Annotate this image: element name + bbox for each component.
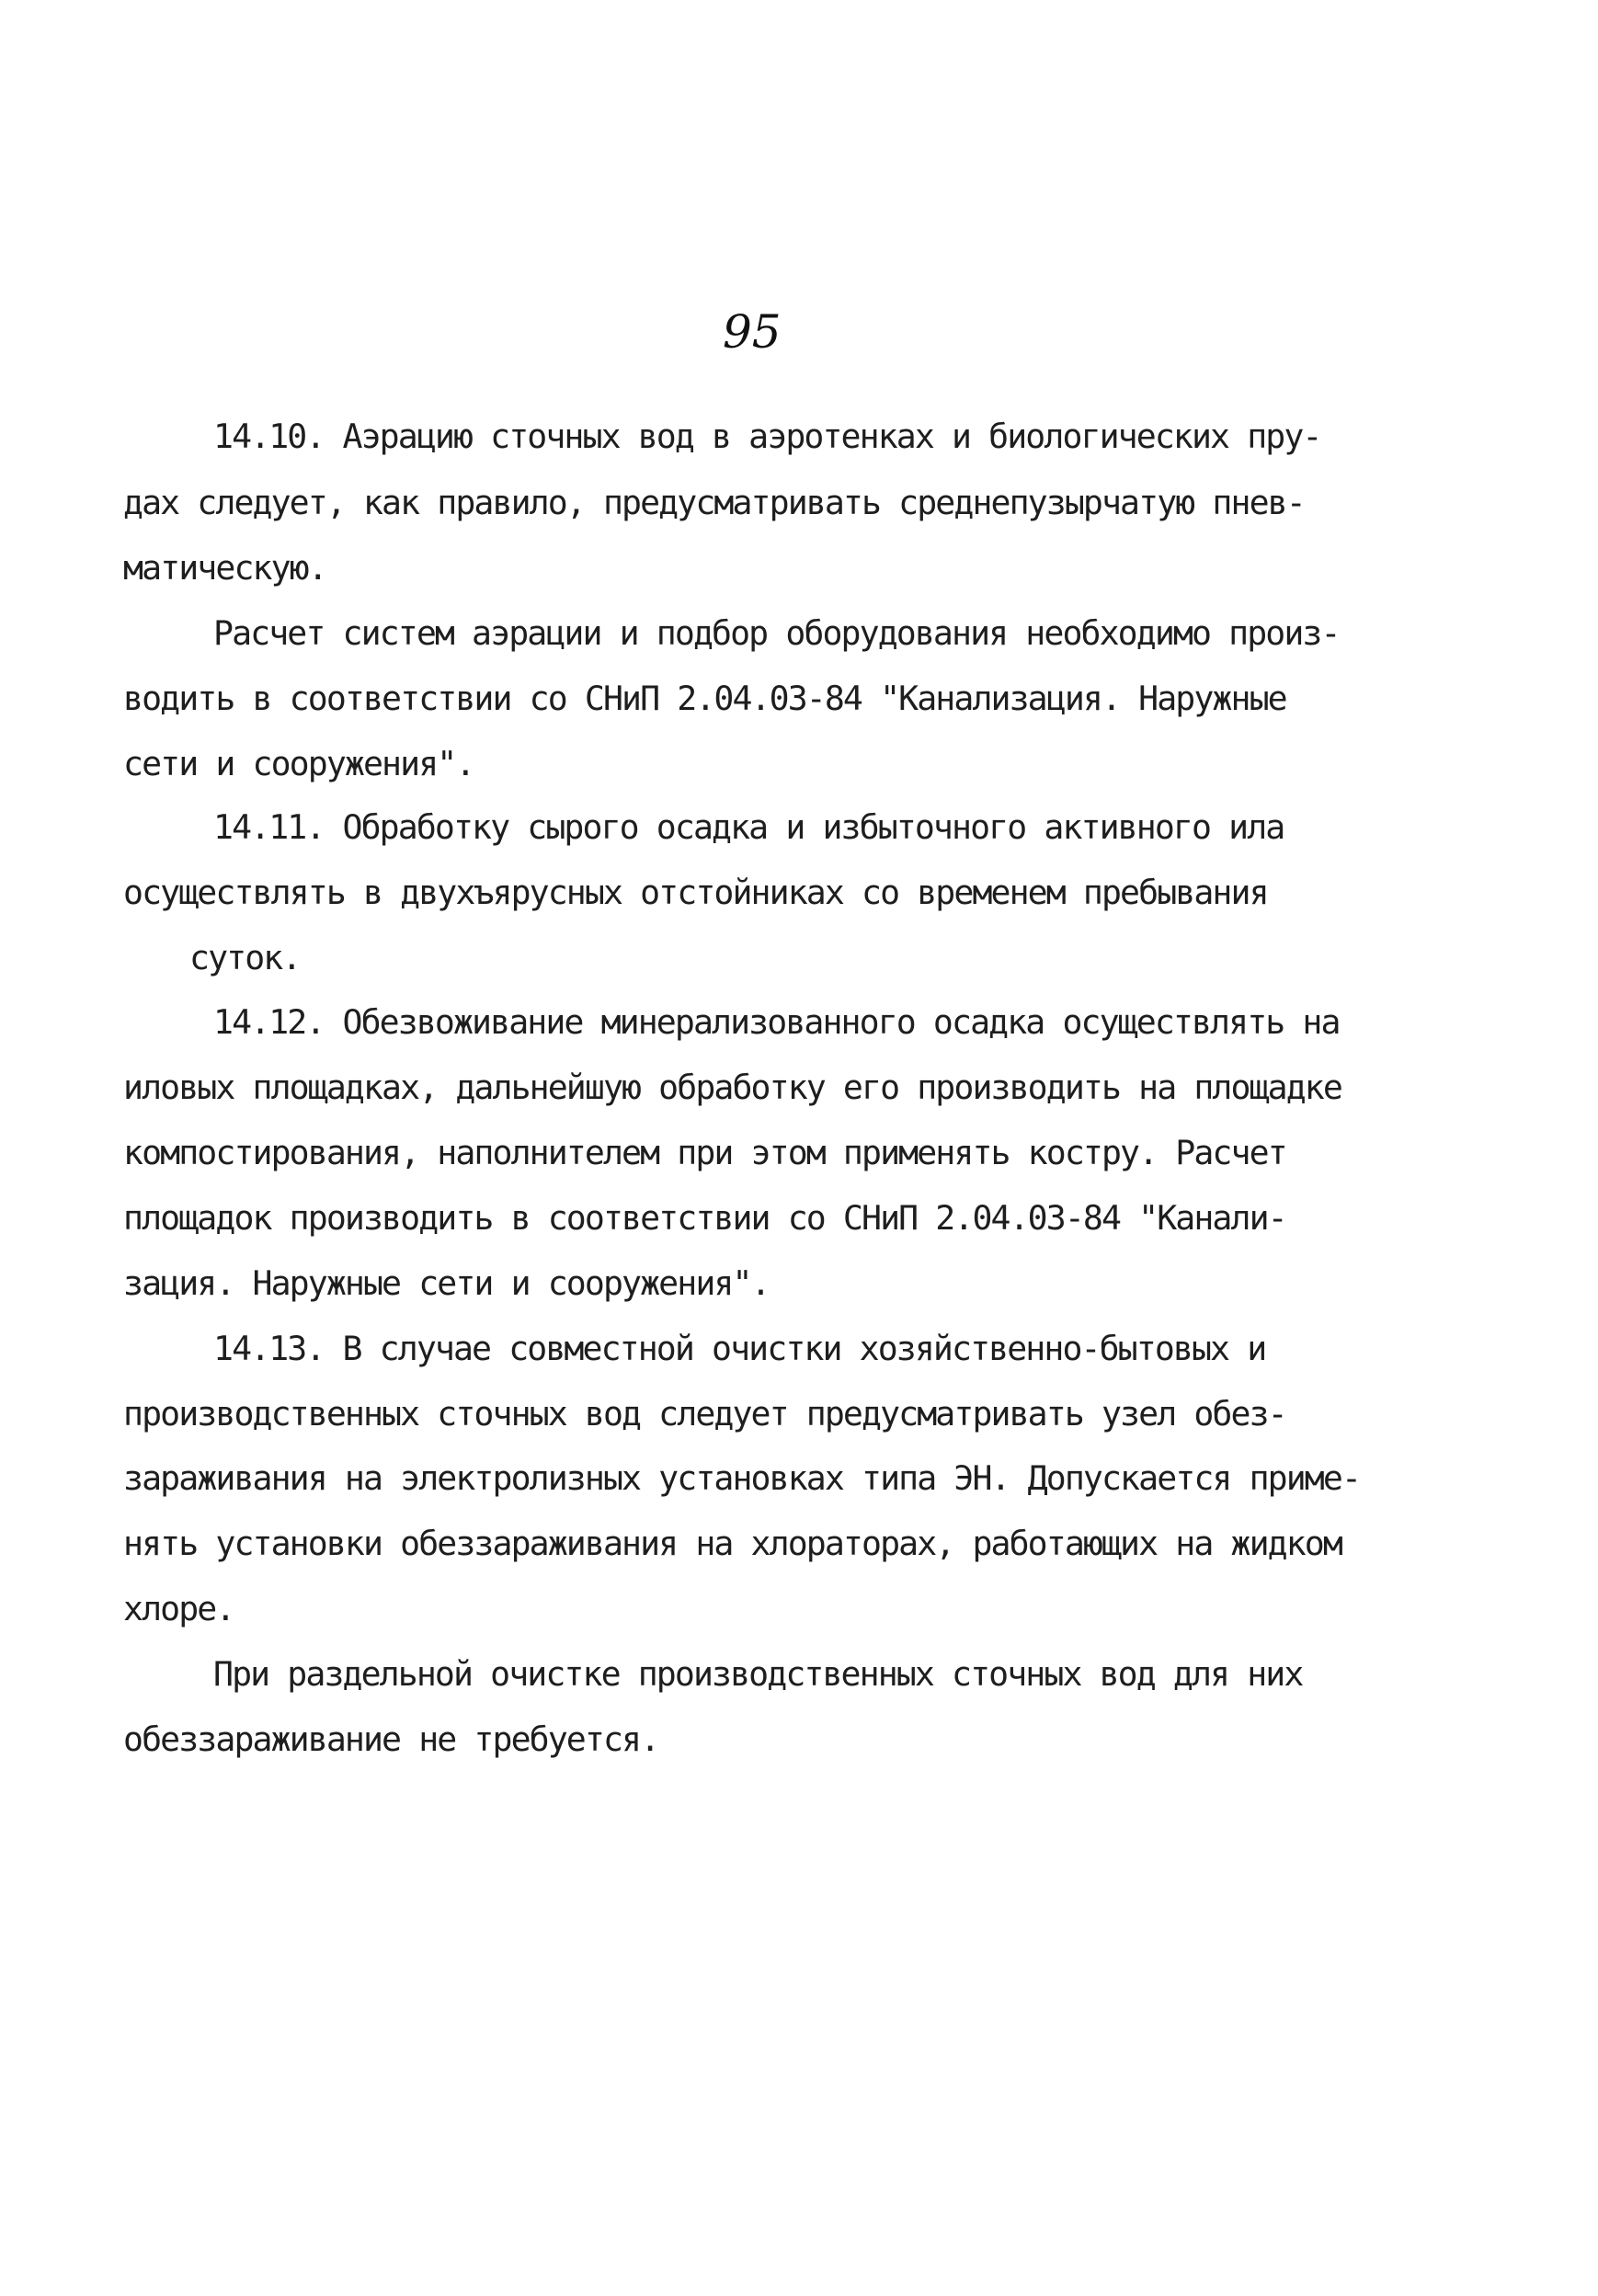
- page-number: 95: [723, 305, 782, 359]
- text-line: водить в соответствии со СНиП 2.04.03-84 "Канализация. Наружные: [123, 679, 1286, 718]
- text-line: сети и сооружения".: [123, 744, 474, 783]
- text-line: Расчет систем аэрации и подбор оборудования необходимо произ-: [213, 613, 1340, 653]
- text-line: площадок производить в соответствии со СНиП 2.04.03-84 "Канали-: [123, 1198, 1286, 1238]
- text-line: 14.10. Аэрацию сточных вод в аэротенках и биологических пру-: [213, 417, 1321, 456]
- text-line: матическую.: [123, 548, 326, 588]
- text-line: зараживания на электролизных установках типа ЭН. Допускается приме-: [123, 1458, 1361, 1498]
- text-line: хлоре.: [123, 1589, 234, 1628]
- text-line: производственных сточных вод следует предусматривать узел обез-: [123, 1394, 1286, 1434]
- text-line: компостирования, наполнителем при этом применять костру. Расчет: [123, 1133, 1286, 1172]
- text-line: дах следует, как правило, предусматривать среднепузырчатую пнев-: [123, 483, 1305, 522]
- text-line: суток.: [189, 938, 301, 977]
- text-line: 14.11. Обработку сырого осадка и избыточного активного ила: [213, 807, 1284, 847]
- text-line: обеззараживание не требуется.: [123, 1719, 659, 1759]
- text-line: 14.12. Обезвоживание минерализованного осадка осуществлять на: [213, 1002, 1340, 1042]
- text-line: нять установки обеззараживания на хлораторах, работающих на жидком: [123, 1524, 1341, 1563]
- text-line: зация. Наружные сети и сооружения".: [123, 1263, 770, 1303]
- text-line: осуществлять в двухъярусных отстойниках со временем пребывания: [123, 873, 1268, 912]
- text-line: иловых площадках, дальнейшую обработку его производить на площадке: [123, 1068, 1341, 1107]
- text-line: 14.13. В случае совместной очистки хозяйственно-бытовых и: [213, 1329, 1266, 1368]
- text-line: При раздельной очистке производственных сточных вод для них: [213, 1654, 1303, 1694]
